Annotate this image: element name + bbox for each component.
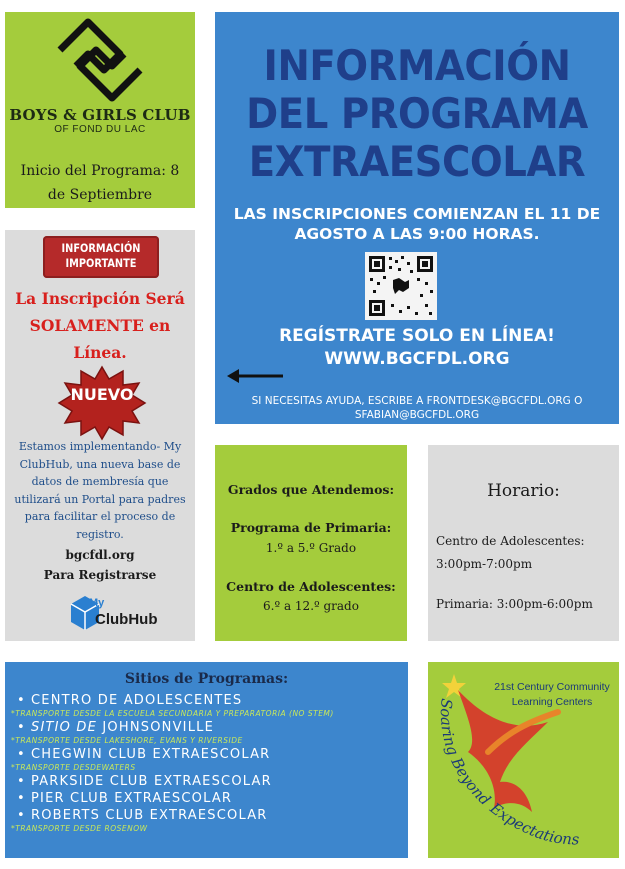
website-link[interactable]: WWW.BGCFDL.ORG (324, 349, 510, 369)
primary-grade-range: 1.º a 5.º Grado (265, 541, 357, 555)
schedule-teen-time: 3:00pm-7:00pm (436, 557, 533, 571)
nuevo-label: NUEVO (70, 385, 134, 404)
sites-list (11, 692, 406, 834)
clubhub-name: ClubHub (95, 611, 158, 628)
list-item: • SITIO DE JOHNSONVILLE *TRANSPORTE DESDE LAKESHORE, EVANS Y RIVERSIDE (11, 719, 406, 745)
qr-code-icon[interactable] (365, 252, 437, 320)
register-line: REGÍSTRATE SOLO EN LÍNEA! (279, 326, 555, 346)
cclc-panel (428, 662, 619, 858)
list-item: • ROBERTS CLUB EXTRAESCOLAR *TRANSPORTE DESDE ROSENOW (11, 807, 406, 833)
club-subname: OF FOND DU LAC (54, 124, 146, 135)
site-transport-note: *TRANSPORTE DESDEWATERS (11, 763, 136, 772)
page-title (231, 42, 603, 186)
badge-line-1: INFORMACIÓN (61, 241, 141, 255)
site-name: CHEGWIN CLUB EXTRAESCOLAR (31, 747, 271, 762)
teen-center-label: Centro de Adolescentes: (226, 579, 396, 594)
tagline-1: Soaring Beyond (436, 697, 495, 810)
program-sites-panel (5, 662, 408, 858)
schedule-primary: Primaria: 3:00pm-6:00pm (436, 597, 593, 611)
list-item: • CHEGWIN CLUB EXTRAESCOLAR *TRANSPORTE DESDEWATERS (11, 746, 406, 772)
site-note: Para Registrarse (43, 568, 157, 582)
site-transport-note: *TRANSPORTE DESDE LA ESCUELA SECUNDARIA Y PREPARATORIA (NO STEM) (11, 709, 334, 718)
schedule-teen-label: Centro de Adolescentes: (436, 534, 585, 548)
site-link[interactable]: bgcfdl.org (65, 548, 135, 562)
title-line-3: EXTRAESCOLAR (248, 137, 586, 186)
club-logo-panel (5, 12, 195, 208)
list-item: • PIER CLUB EXTRAESCOLAR (17, 791, 233, 806)
clubhub-description: Estamos implementando- My ClubHub, una nueva base de datos de membresía que utilizará un Portal para padres para facilitar el proceso de registro. (14, 440, 186, 541)
club-name: BOYS & GIRLS CLUB (9, 106, 191, 124)
program-start-date: Inicio del Programa: 8 de Septiembre (20, 163, 180, 203)
important-info-panel (5, 230, 195, 641)
site-transport-note: *TRANSPORTE DESDE ROSENOW (11, 824, 148, 833)
site-name: PIER CLUB EXTRAESCOLAR (31, 791, 233, 806)
site-name-emphasis: SITIO DE (31, 720, 98, 735)
svg-text:Soaring BeyondExpectations (437, 698, 580, 849)
site-name: PARKSIDE CLUB EXTRAESCOLAR (31, 774, 272, 789)
badge-line-2: IMPORTANTE (65, 256, 137, 270)
title-line-2: DEL PROGRAMA (246, 89, 588, 138)
arrow-left-icon (225, 368, 285, 384)
teen-grade-range: 6.º a 12.º grado (263, 599, 359, 613)
primary-program-label: Programa de Primaria: (230, 520, 392, 535)
sites-title: Sitios de Programas: (124, 671, 289, 687)
tagline-2: Expectations (486, 799, 580, 849)
clubhub-my: My (89, 597, 105, 609)
clubhub-logo-icon (65, 590, 165, 636)
help-contact: SI NECESITAS AYUDA, ESCRIBE A FRONTDESK@BGCFDL.ORG O SFABIAN@BGCFDL.ORG (251, 395, 583, 421)
online-only-note: La Inscripción Será SOLAMENTE en Línea. (15, 289, 185, 362)
register-online (225, 325, 609, 371)
program-info-panel (215, 12, 619, 424)
list-item: • PARKSIDE CLUB EXTRAESCOLAR (17, 774, 272, 789)
club-logo-icon (50, 16, 150, 104)
site-name: JOHNSONVILLE (97, 720, 214, 735)
schedule-title: Horario: (487, 481, 560, 501)
site-name: CENTRO DE ADOLESCENTES (31, 693, 243, 708)
enrollment-date: LAS INSCRIPCIONES COMIENZAN EL 11 DE AGOSTO A LAS 9:00 HORAS. (233, 205, 601, 243)
site-transport-note: *TRANSPORTE DESDE LAKESHORE, EVANS Y RIVERSIDE (11, 736, 243, 745)
grades-title: Grados que Atendemos: (227, 482, 395, 497)
cclc-line-2: Learning Centers (511, 696, 593, 708)
title-line-1: INFORMACIÓN (263, 41, 571, 90)
schedule-panel (428, 445, 619, 641)
cclc-line-1: 21st Century Community (494, 681, 610, 693)
important-badge (43, 236, 159, 278)
grades-panel (215, 445, 407, 641)
cclc-name (492, 680, 612, 710)
site-name: ROBERTS CLUB EXTRAESCOLAR (31, 808, 268, 823)
list-item: • CENTRO DE ADOLESCENTES *TRANSPORTE DESDE LA ESCUELA SECUNDARIA Y PREPARATORIA (NO STEM) (11, 692, 406, 718)
